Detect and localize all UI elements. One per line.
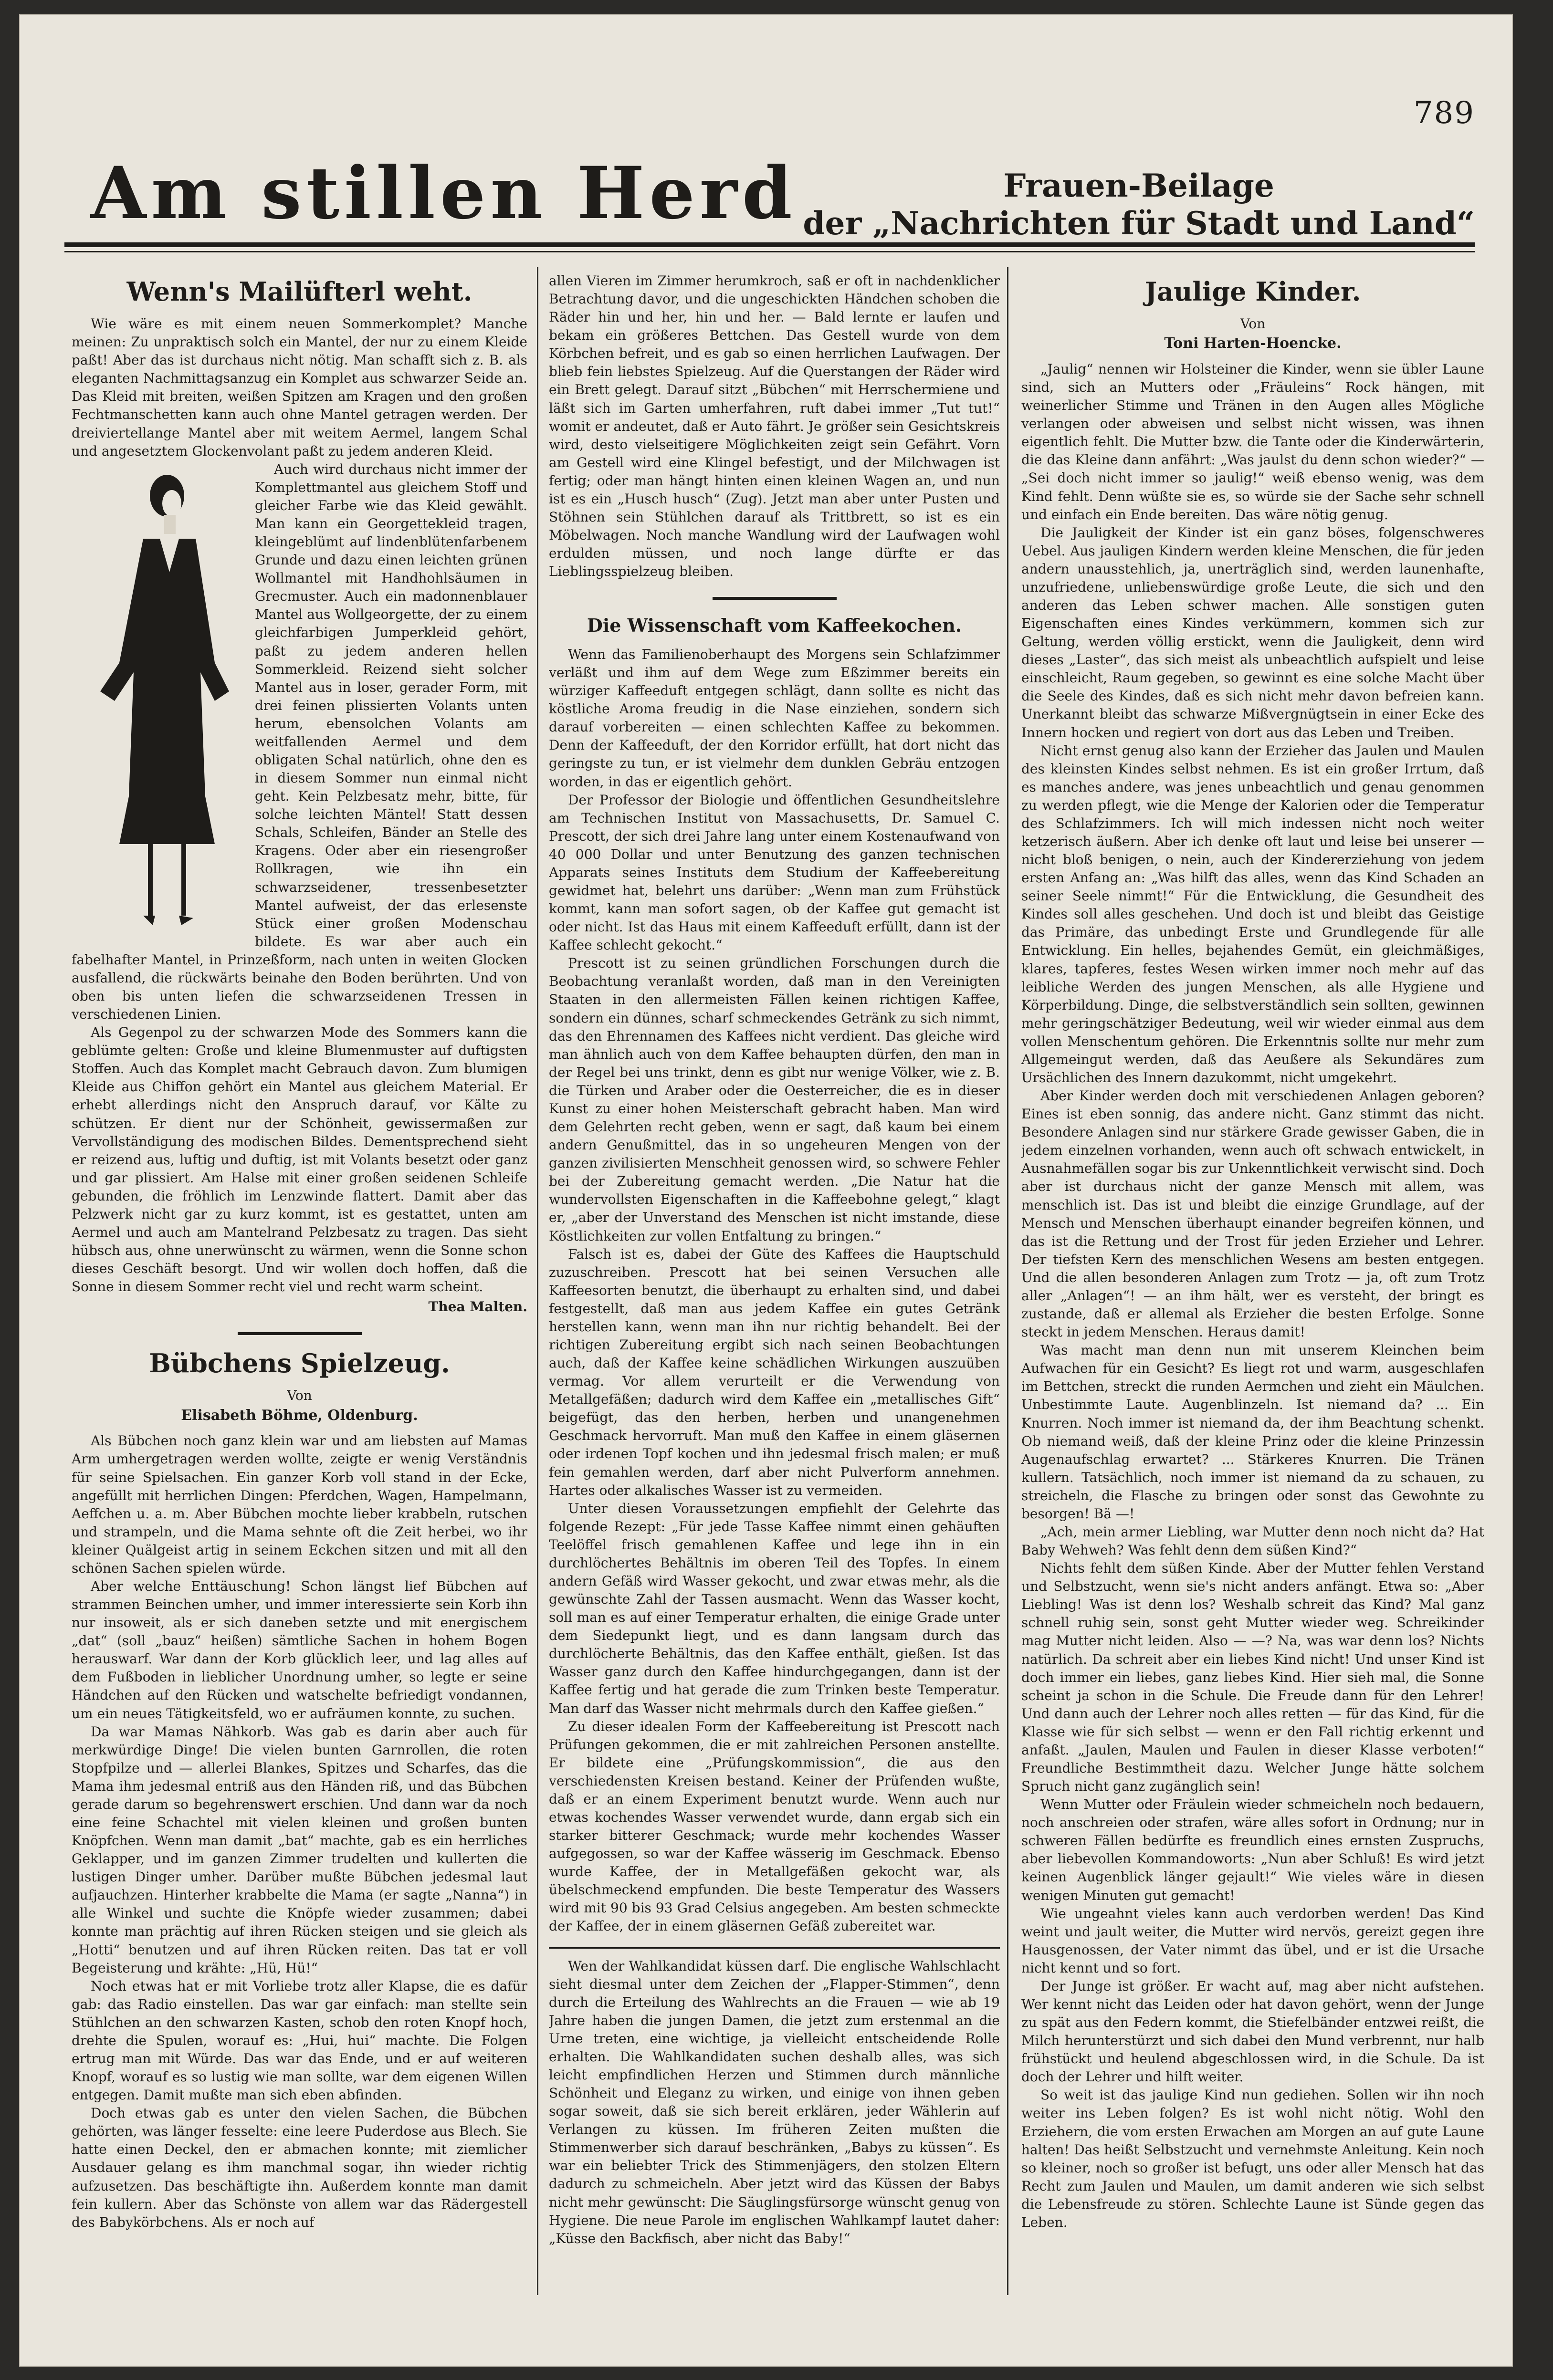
article-paragraph: „Ach, mein armer Liebling, war Mutter denn noch nicht da? Hat Baby Wehweh? Was fehlt denn dem süßen Kind?“: [1021, 1524, 1484, 1558]
fashion-illustration: [72, 462, 243, 939]
masthead-subtitle-line1: Frauen-Beilage: [1003, 167, 1274, 204]
article-paragraph: Zu dieser idealen Form der Kaffeebereitung ist Prescott nach Prüfungen gekommen, die er mit zahlreichen Personen anstellte. Er bildete eine „Prüfungskommission“, die aus den verschiedensten Kreisen bestand. Keiner der Prüfenden wußte, daß er an einem Experiment benutzt wurde. Wenn auch nur etwas kochendes Wasser verwendet wurde, dann ergab sich ein starker bitterer Geschmack; wurde mehr kochendes Wasser aufgegossen, so war der Kaffee wässerig im Geschmack. Ebenso wurde Kaffee, der in Metallgefäßen gekocht war, als übelschmeckend empfunden. Die beste Temperatur des Wassers wird mit 90 bis 93 Grad Celsius angegeben. Am besten schmeckte der Kaffee, der in einem gläsernen Gefäß zubereitet war.: [549, 1718, 1000, 1934]
article-paragraph: Falsch ist es, dabei der Güte des Kaffees die Hauptschuld zuzuschreiben. Prescott hat bei seinen Versuchen alle Kaffeesorten benutzt, die überhaupt zu erhalten sind, und dabei festgestellt, daß man aus jedem Kaffee ein gutes Getränk herstellen kann, wenn man ihn nur richtig behandelt. Bei der richtigen Zubereitung ergibt sich nach seinen Beobachtungen auch, daß der Kaffee keine schädlichen Wirkungen auszuüben vermag. Vor allem verurteilt er die Verwendung von Metallgefäßen; dadurch wird dem Kaffee ein „metallisches Gift“ beigefügt, das den herben, herben und unangenehmen Geschmack hervorruft. Man muß den Kaffee in einem gläsernen oder irdenen Topf kochen und ihn jedesmal frisch malen; er muß fein gemahlen werden, darf aber nicht Pulverform annehmen. Hartes oder alkalisches Wasser ist zu vermeiden.: [549, 1246, 1000, 1498]
article-paragraph: Wie wäre es mit einem neuen Sommerkomplet? Manche meinen: Zu unpraktisch solch ein Mantel, der nur zu einem Kleide paßt! Aber das ist durchaus nicht nötig. Man schafft sich z. B. als eleganten Nachmittagsanzug ein Komplet aus schwarzer Seide an. Das Kleid mit breiten, weißen Spitzen am Kragen und den großen Fechtmanschetten kann auch ohne Mantel getragen werden. Der dreiviertellange Mantel aber mit weitem Aermel, langem Schal und angesetztem Glockenvolant paßt zu jedem anderen Kleid.: [72, 316, 527, 459]
article-paragraph: Als Gegenpol zu der schwarzen Mode des Sommers kann die geblümte gelten: Große und kleine Blumenmuster auf duftigsten Stoffen. Auch das Komplet macht Gebrauch davon. Zum blumigen Kleide aus Chiffon gehört ein Mantel aus gleichem Material. Er erhebt allerdings nicht den Anspruch darauf, vor Kälte zu schützen. Er dient nur der Schönheit, gewissermaßen zur Vervollständigung des modischen Bildes. Dementsprechend sieht er reizend aus, luftig und duftig, ist mit Volants besetzt oder ganz und gar plissiert. Am Halse mit einer großen seidenen Schleife gebunden, die fröhlich im Lenzwinde flattert. Damit aber das Pelzwerk nicht gar zu kurz kommt, ist es gestattet, unten am Aermel und auch am Mantelrand Pelzbesatz zu tragen. Das sieht hübsch aus, ohne unerwünscht zu wärmen, wenn die Sonne schon dieses Geschäft besorgt. Und wir wollen doch hoffen, daß die Sonne in diesem Sommer recht viel und recht warm scheint.: [72, 1024, 527, 1295]
article-paragraph: Wie ungeahnt vieles kann auch verdorben werden! Das Kind weint und jault weiter, die Mutter wird nervös, gereizt gegen ihre Hausgenossen, der Vater nimmt das übel, und er ist die Ursache nicht kennt und so fort.: [1021, 1905, 1484, 1976]
article-paragraph: Doch etwas gab es unter den vielen Sachen, die Bübchen gehörten, was länger fesselte: eine leere Puderdose aus Blech. Sie hatte einen Deckel, den er abmachen konnte; mit ziemlicher Ausdauer gelang es ihm manchmal sogar, ihn wieder richtig aufzusetzen. Das beschäftigte ihn. Außerdem konnte man damit fein kullern. Aber das Schönste von allem war das Rädergestell des Babykörbchens. Als er noch auf: [72, 2105, 527, 2230]
article-separator: [238, 1332, 362, 1335]
article-paragraph: Nicht ernst genug also kann der Erzieher das Jaulen und Maulen des kleinsten Kindes selbst nehmen. Es ist ein großer Irrtum, daß es manches andere, was jenes unbeachtlich und genau genommen zu werden pflegt, wie die Menge der Kalorien oder die Temperatur des Schlafzimmers. Ich will mich indessen nicht noch weiter ketzerisch äußern. Aber ich denke oft laut und leise bei unserer — nicht bloß benigen, o nein, auch der Kindererziehung von jedem ersten Anfang an: „Was hilft das alles, wenn das Kind Schaden an seiner Seele nimmt!“ Für die Entwicklung, die Gesundheit des Kindes soll alles geschehen. Und doch ist und bleibt das Geistige das Primäre, das unbedingt Erste und Grundlegende für alle Entwicklung. Ein helles, bejahendes Gemüt, ein gleichmäßiges, klares, tapferes, festes Wesen wirken immer noch mehr auf das leibliche Werden des jungen Menschen, als alle Hygiene und Körperbildung. Dinge, die selbstverständlich sein sollten, gewinnen mehr geringschätziger Bedeutung, weil wir wieder einmal aus dem vollen Menschentum gehören. Die Erkenntnis sollte nur mehr zum Allgemeingut werden, daß das Aeußere als Sekundäres zum Ursächlichen des Innern dazukommt, nicht umgekehrt.: [1021, 742, 1484, 1086]
article-paragraph: Die Jauligkeit der Kinder ist ein ganz böses, folgenschweres Uebel. Aus jauligen Kindern werden kleine Menschen, die für jeden andern unausstehlich, ja, unerträglich sind, werden launenhafte, unzufriedene, unliebenswürdige große Leute, die sich und den anderen das Leben schwer machen. Alle sonstigen guten Eigenschaften eines Kindes verkümmern, kommen sich zur Geltung, werden völlig erstickt, wenn die Jauligkeit, denn wird dieses „Laster“, das sich meist als unbeachtlich aufspielt und leise einschleicht, Raum gegeben, so gewinnt es eine solche Macht über die Seele des Kindes, daß es sich nicht mehr davon befreien kann. Unerkannt bleibt das schwarze Mißvergnügtsein in einer Ecke des Innern hocken und regiert von dort aus das Leben und Treiben.: [1021, 524, 1484, 741]
masthead-rule: [64, 242, 1475, 247]
column-1: [72, 272, 527, 2290]
article-paragraph: Auch wird durchaus nicht immer der Komplettmantel aus gleichem Stoff und gleicher Farbe wie das Kleid gewählt. Man kann ein Georgettekleid tragen, kleingeblümt auf lindenblütenfarbenem Grunde und dazu einen leichten grünen Wollmantel mit Handhohlsäumen in Grecmuster. Auch ein madonnenblauer Mantel aus Wollgeorgette, der zu einem gleichfarbigen Jumperkleid gehört, paßt zu jedem anderen hellen Sommerkleid. Reizend sieht solcher Mantel aus in loser, gerader Form, mit drei feinen plissierten Volants unten herum, ebensolchen Volants am weitfallenden Aermel und dem obligaten Schal natürlich, ohne den es in diesem Sommer nun einmal nicht geht. Kein Pelzbesatz mehr, bitte, für solche leichten Mäntel! Statt dessen Schals, Schleifen, Bänder an Stelle des Kragens. Oder aber ein riesengroßer Rollkragen, wie ihn ein schwarzseidener, tressenbesetzter Mantel aufweist, der das erlesenste Stück einer großen Modenschau bildete. Es war aber auch ein fabelhafter Mantel, in Prinzeßform, nach unten in weiten Glocken ausfallend, die rückwärts beinahe den Boden berührten. Und von oben bis unten liefen die schwarzseidenen Tressen in verschiedenen Linien.: [72, 461, 527, 1023]
article-paragraph: Nichts fehlt dem süßen Kinde. Aber der Mutter fehlen Verstand und Selbstzucht, wenn sie's nicht anders anfängt. Etwa so: „Aber Liebling! Was ist denn los? Weshalb schreit das Kind? Mal ganz schnell ruhig sein, sonst geht Mutter wieder weg. Schreikinder mag Mutter nicht leiden. Also — —? Na, was war denn los? Nichts natürlich. Da schreit aber ein liebes Kind nicht! Und unser Kind ist doch immer ein liebes, ganz liebes Kind. Hier sieh mal, die Sonne scheint ja schon in die Schule. Die Freude dann für den Lehrer! Und dann auch der Lehrer noch alles retten — für das Kind, für die Klasse wie für sich selbst — wenn er den Fall richtig erkennt und anfaßt. „Jaulen, Maulen und Faulen in dieser Klasse verboten!“ Freundliche Bestimmtheit dazu. Welcher Junge hätte solchem Spruch nicht ganz zugänglich sein!: [1021, 1560, 1484, 1795]
article-paragraph: Als Bübchen noch ganz klein war und am liebsten auf Mamas Arm umhergetragen werden wollte, zeigte er wenig Verständnis für seine Spielsachen. Ein ganzer Korb voll stand in der Ecke, angefüllt mit herrlichen Dingen: Pferdchen, Wagen, Hampelmann, Aeffchen u. a. m. Aber Bübchen mochte lieber krabbeln, rutschen und strampeln, und die Mama sehnte oft die Zeit herbei, wo ihr kleiner Quälgeist artig in seinem Eckchen sitzen und mit all den schönen Sachen spielen würde.: [72, 1433, 527, 1576]
page-number: 789: [1413, 95, 1475, 131]
masthead-subtitle: [803, 167, 1475, 242]
byline-label: Von: [287, 1388, 312, 1404]
article-paragraph: „Jaulig“ nennen wir Holsteiner die Kinder, wenn sie übler Laune sind, sich an Mutters oder „Fräuleins“ Rock hängen, mit weinerlicher Stimme und Tränen in den Augen alles Mögliche verlangen oder abweisen und selbst nicht wissen, was ihnen eigentlich fehlt. Die Mutter bzw. die Tante oder die Kinderwärterin, die das Kleine dann anfährt: „Was jaulst du denn schon wieder?“ — „Sei doch nicht immer so jaulig!“ weiß ebenso wenig, was dem Kind fehlt. Denn wüßte sie es, so würde sie der Sache sehr schnell und einfach ein Ende bereiten. Das wäre nötig genug.: [1021, 361, 1484, 522]
article-separator: [713, 597, 837, 600]
masthead-rule-thin: [64, 251, 1475, 252]
article-separator: [549, 1947, 1000, 1949]
byline-label: Von: [1240, 316, 1266, 332]
article-paragraph: Aber Kinder werden doch mit verschiedenen Anlagen geboren? Eines ist eben sonnig, das andere nicht. Ganz stimmt das nicht. Besondere Anlagen sind nur stärkere Grade gewisser Gaben, die in jedem einzelnen vorhanden, wenn auch oft schwach entwickelt, in Ausnahmefällen sogar bis zur Unkenntlichkeit verwischt sind. Doch aber ist durchaus nicht der ganze Mensch mit allem, was menschlich ist. Das ist und bleibt die einzige Grundlage, auf der Mensch und Menschen überhaupt einander begreifen können, und das ist die Rettung und der Trost für jeden Erzieher und Lehrer. Der tiefsten Kern des menschlichen Wesens am besten entgegen. Und die allen besonderen Anlagen zum Trotz — ja, oft zum Trotz aller „Anlagen“! — an ihm hält, wer es versteht, der bringt es zustande, daß er allemal als Erzieher die besten Erfolge. Sonne steckt in jedem Menschen. Heraus damit!: [1021, 1088, 1484, 1340]
article-title-kaffee: Die Wissenschaft vom Kaffeekochen.: [587, 615, 962, 637]
article-paragraph: Der Junge ist größer. Er wacht auf, mag aber nicht aufstehen. Wer kennt nicht das Leiden oder hat davon gehört, wenn der Junge zu spät aus den Federn kommt, die Stiefelbänder entzwei reißt, die Milch herunterstürzt und sich dabei den Mund verbrennt, nur halb frühstückt und heulend abgeschlossen wird, in die Schule. Da ist doch der Lehrer und hilft weiter.: [1021, 1978, 1484, 2085]
byline-author: Elisabeth Böhme, Oldenburg.: [181, 1407, 418, 1424]
newspaper-page: [19, 14, 1513, 2367]
byline-author: Toni Harten-Hoencke.: [1164, 335, 1342, 352]
article-paragraph: Prescott ist zu seinen gründlichen Forschungen durch die Beobachtung veranlaßt worden, daß man in den Vereinigten Staaten in den allermeisten Fällen keinen richtigen Kaffee, sondern ein dünnes, scharf schmeckendes Getränk zu sich nimmt, das den Ehrennamen des Kaffees nicht verdient. Das gleiche wird man ähnlich auch von dem Kaffee behaupten dürfen, den man in der Regel bei uns trinkt, denn es gibt nur wenige Völker, wie z. B. die Türken und Araber oder die Oesterreicher, die es in dieser Kunst zu einer hohen Meisterschaft gebracht haben. Man wird dem Gelehrten recht geben, wenn er sagt, daß kaum bei einem andern Genußmittel, das in so ungeheuren Mengen von der ganzen zivilisierten Menschheit genossen wird, so schwere Fehler bei der Zubereitung gemacht werden. „Die Natur hat die wundervollsten Eigenschaften in die Kaffeebohne gelegt,“ klagt er, „aber der Unverstand des Menschen ist nicht imstande, diese Köstlichkeiten zur vollen Entfaltung zu bringen.“: [549, 955, 1000, 1244]
masthead-subtitle-line2: der „Nachrichten für Stadt und Land“: [803, 205, 1475, 242]
article-paragraph: Aber welche Enttäuschung! Schon längst lief Bübchen auf strammen Beinchen umher, und immer interessierte sein Korb ihn nur insoweit, als er sich daneben setzte und mit energischem „dat“ (soll „bauz“ heißen) sämtliche Sachen in hohem Bogen herauswarf. War dann der Korb glücklich leer, und lag alles auf dem Fußboden in lieblicher Unordnung umher, so legte er seine Händchen auf den Rücken und watschelte befriedigt vondannen, um ein neues Tätigkeitsfeld, wo er aufräumen konnte, zu suchen.: [72, 1578, 527, 1722]
article-signature: Thea Malten.: [428, 1299, 527, 1315]
article-paragraph: Wenn Mutter oder Fräulein wieder schmeicheln noch bedauern, noch anschreien oder strafen, wäre alles sofort in Ordnung; nur in schweren Fällen bedürfte es freundlich eines ernsten Zuspruchs, aber liebevollen Kommandoworts: „Nun aber Schluß! Es wird jetzt keinen Augenblick länger gejault!“ Wie vieles wäre in diesen wenigen Minuten gut gemacht!: [1021, 1796, 1484, 1903]
article-paragraph: Unter diesen Voraussetzungen empfiehlt der Gelehrte das folgende Rezept: „Für jede Tasse Kaffee nimmt einen gehäuften Teelöffel frisch gemahlenen Kaffee und lege ihn in ein durchlöchertes Behältnis im oberen Teil des Topfes. In einem andern Gefäß wird Wasser gekocht, und zwar etwas mehr, als die gewünschte Zahl der Tassen ausmacht. Wenn das Wasser kocht, soll man es auf einer Temperatur erhalten, die einige Grade unter dem Siedepunkt liegt, und es dann langsam durch das durchlöcherte Behältnis, das den Kaffee enthält, gießen. Ist das Wasser ganz durch den Kaffee hindurchgegangen, dann ist der Kaffee fertig und hat gerade die zum Trinken beste Temperatur. Man darf das Wasser nicht mehrmals durch den Kaffee gießen.“: [549, 1500, 1000, 1716]
article-title-jaulige: Jaulige Kinder.: [1144, 276, 1361, 307]
article-paragraph: Noch etwas hat er mit Vorliebe trotz aller Klapse, die es dafür gab: das Radio einstellen. Das war gar einfach: man stellte sein Stühlchen an den schwarzen Kasten, schob den roten Knopf hoch, drehte die Spulen, worauf es: „Hui, hui“ machte. Die Folgen ertrug man mit Würde. Das war das Ende, und er auf weiteren Knopf, worauf es so lustig wie man sollte, war dem eigenen Willen entgegen. Damit mußte man sich eben abfinden.: [72, 1978, 527, 2103]
news-item-wahlkandidat: Wen der Wahlkandidat küssen darf. Die englische Wahlschlacht sieht diesmal unter dem Zeichen der „Flapper-Stimmen“, denn durch die Erteilung des Wahlrechts an die Frauen — wie ab 19 Jahre haben die jungen Damen, die jetzt zum erstenmal an die Urne treten, eine wichtige, ja vielleicht entscheidende Rolle erhalten. Die Wahlkandidaten suchen deshalb alles, was sich leicht empfindlichen Herzen und Stimmen durch männliche Schönheit und Eleganz zu wirken, und einige von ihnen geben sogar soweit, daß sie sich bereit erklären, jeder Wählerin auf Verlangen zu küssen. Im früheren Zeiten mußten die Stimmenwerber sich darauf beschränken, „Babys zu küssen“. Es war ein beliebter Trick des Stimmenjägers, den stolzen Eltern dadurch zu schmeicheln. Aber jetzt wird das Küssen der Babys nicht mehr gewünscht: Die Säuglingsfürsorge wünscht genug von Hygiene. Die neue Parole im englischen Wahlkampf lautet daher: „Küsse den Backfisch, aber nicht das Baby!“: [549, 1958, 1000, 2246]
fashion-figure-drawing: [72, 462, 243, 939]
article-title-mailufterl: Wenn's Mailüfterl weht.: [126, 276, 472, 307]
column-divider-2: [1007, 267, 1008, 2295]
article-paragraph: Was macht man denn nun mit unserem Kleinchen beim Aufwachen für ein Gesicht? Es liegt rot und warm, ausgeschlafen im Bettchen, streckt die runden Aermchen und zieht ein Mäulchen. Unbestimmte Laute. Augenblinzeln. Ist niemand da? ... Ein Knurren. Noch immer ist niemand da, der ihm Beachtung schenkt. Ob niemand weiß, daß der kleine Prinz oder die kleine Prinzessin Augenaufschlag erwartet? ... Stärkeres Knurren. Die Tränen kullern. Tatsächlich, noch immer ist niemand da zu schauen, zu streicheln, die Flasche zu bringen oder sonst das Gewohnte zu besorgen! Bä —!: [1021, 1342, 1484, 1522]
article-paragraph: Da war Mamas Nähkorb. Was gab es darin aber auch für merkwürdige Dinge! Die vielen bunten Garnrollen, die roten Stopfpilze und — allerlei Blankes, Spitzes und Scharfes, das die Mama ihm jedesmal entriß aus den Händen riß, und das Bübchen gerade darum so begehrenswert erschien. Und dann war da noch eine feine Schachtel mit vielen kleinen und großen bunten Knöpfchen. Wenn man damit „bat“ machte, gab es ein herrliches Geklapper, und im ganzen Zimmer trudelten und kullerten die lustigen Dinger umher. Darüber mußte Bübchen jedesmal laut aufjauchzen. Hinterher krabbelte die Mama (er sagte „Nanna“) in alle Winkel und suchte die Knöpfe wieder zusammen; dabei konnte man prächtig auf ihren Rücken steigen und sie gleich als „Hotti“ benutzen und auf ihren Rücken reiten. Das tat er voll Begeisterung und krähte: „Hü, Hü!“: [72, 1723, 527, 1976]
article-paragraph: Wenn das Familienoberhaupt des Morgens sein Schlafzimmer verläßt und ihm auf dem Wege zum Eßzimmer bereits ein würziger Kaffeeduft entgegen schlägt, dann sollte es nicht das köstliche Aroma freudig in die Nase einziehen, sondern sich darauf vorbereiten — einen schlechten Kaffee zu bekommen. Denn der Kaffeeduft, der den Korridor erfüllt, hat dort nicht das geringste zu tun, er ist vielmehr dem dunklen Gebräu entzogen worden, in das er eigentlich gehört.: [549, 647, 1000, 790]
column-2: [549, 272, 1000, 2290]
article-paragraph: allen Vieren im Zimmer herumkroch, saß er oft in nachdenklicher Betrachtung davor, und die ungeschickten Händchen schoben die Räder hin und her, hin und her. — Bald lernte er laufen und bekam ein größeres Bettchen. Das Gestell wurde von dem Körbchen befreit, und es gab so einen herrlichen Laufwagen. Der blieb fein liebstes Spielzeug. Auf die Querstangen der Räder wird ein Brett gelegt. Darauf sitzt „Bübchen“ mit Herrschermiene und läßt sich im Garten umherfahren, ruft dabei immer „Tut tut!“ womit er andeutet, daß er Auto fährt. Je größer sein Gesichtskreis wird, desto vielseitigere Möglichkeiten zeigt sein Gefährt. Vorn am Gestell wird eine Klingel befestigt, und der Milchwagen ist fertig; oder man hängt hinten einen kleinen Wagen an, und nun ist es ein „Husch husch“ (Zug). Jetzt man aber unter Pusten und Stöhnen sein Stühlchen darauf als Trittbrett, so ist es ein Möbelwagen. Noch manche Wandlung wird der Laufwagen wohl erdulden müssen, und noch lange dürfte er das Lieblingsspielzeug bleiben.: [549, 273, 1000, 580]
masthead-title: Am stillen Herd: [91, 151, 797, 235]
article-paragraph: Der Professor der Biologie und öffentlichen Gesundheitslehre am Technischen Institut von Massachusetts, Dr. Samuel C. Prescott, der sich drei Jahre lang unter einem Kostenaufwand von 40 000 Dollar und unter Benutzung des ganzen technischen Apparats seines Instituts dem Studium der Kaffeebereitung gewidmet hat, belehrt uns darüber: „Wenn man zum Frühstück kommt, kann man sofort sagen, ob der Kaffee gut gemacht ist oder nicht. Ist das Haus mit einem Kaffeeduft erfüllt, dann ist der Kaffee schlecht gekocht.“: [549, 792, 1000, 953]
column-divider-1: [537, 267, 538, 2295]
article-title-buebchen: Bübchens Spielzeug.: [149, 1348, 450, 1379]
article-paragraph: So weit ist das jaulige Kind nun gediehen. Sollen wir ihn noch weiter ins Leben folgen? Es ist wohl nicht nötig. Wohl den Erziehern, die vom ersten Erwachen am Morgen an auf gute Laune halten! Das heißt Selbstzucht und vernehmste Anleitung. Kein noch so kleiner, noch so großer ist befugt, uns oder aller Mensch hat das Recht zum Jaulen und Maulen, um damit anderen wie sich selbst die Lebensfreude zu stören. Schlechte Laune ist Sünde gegen das Leben.: [1021, 2087, 1484, 2230]
column-3: [1021, 272, 1484, 2290]
